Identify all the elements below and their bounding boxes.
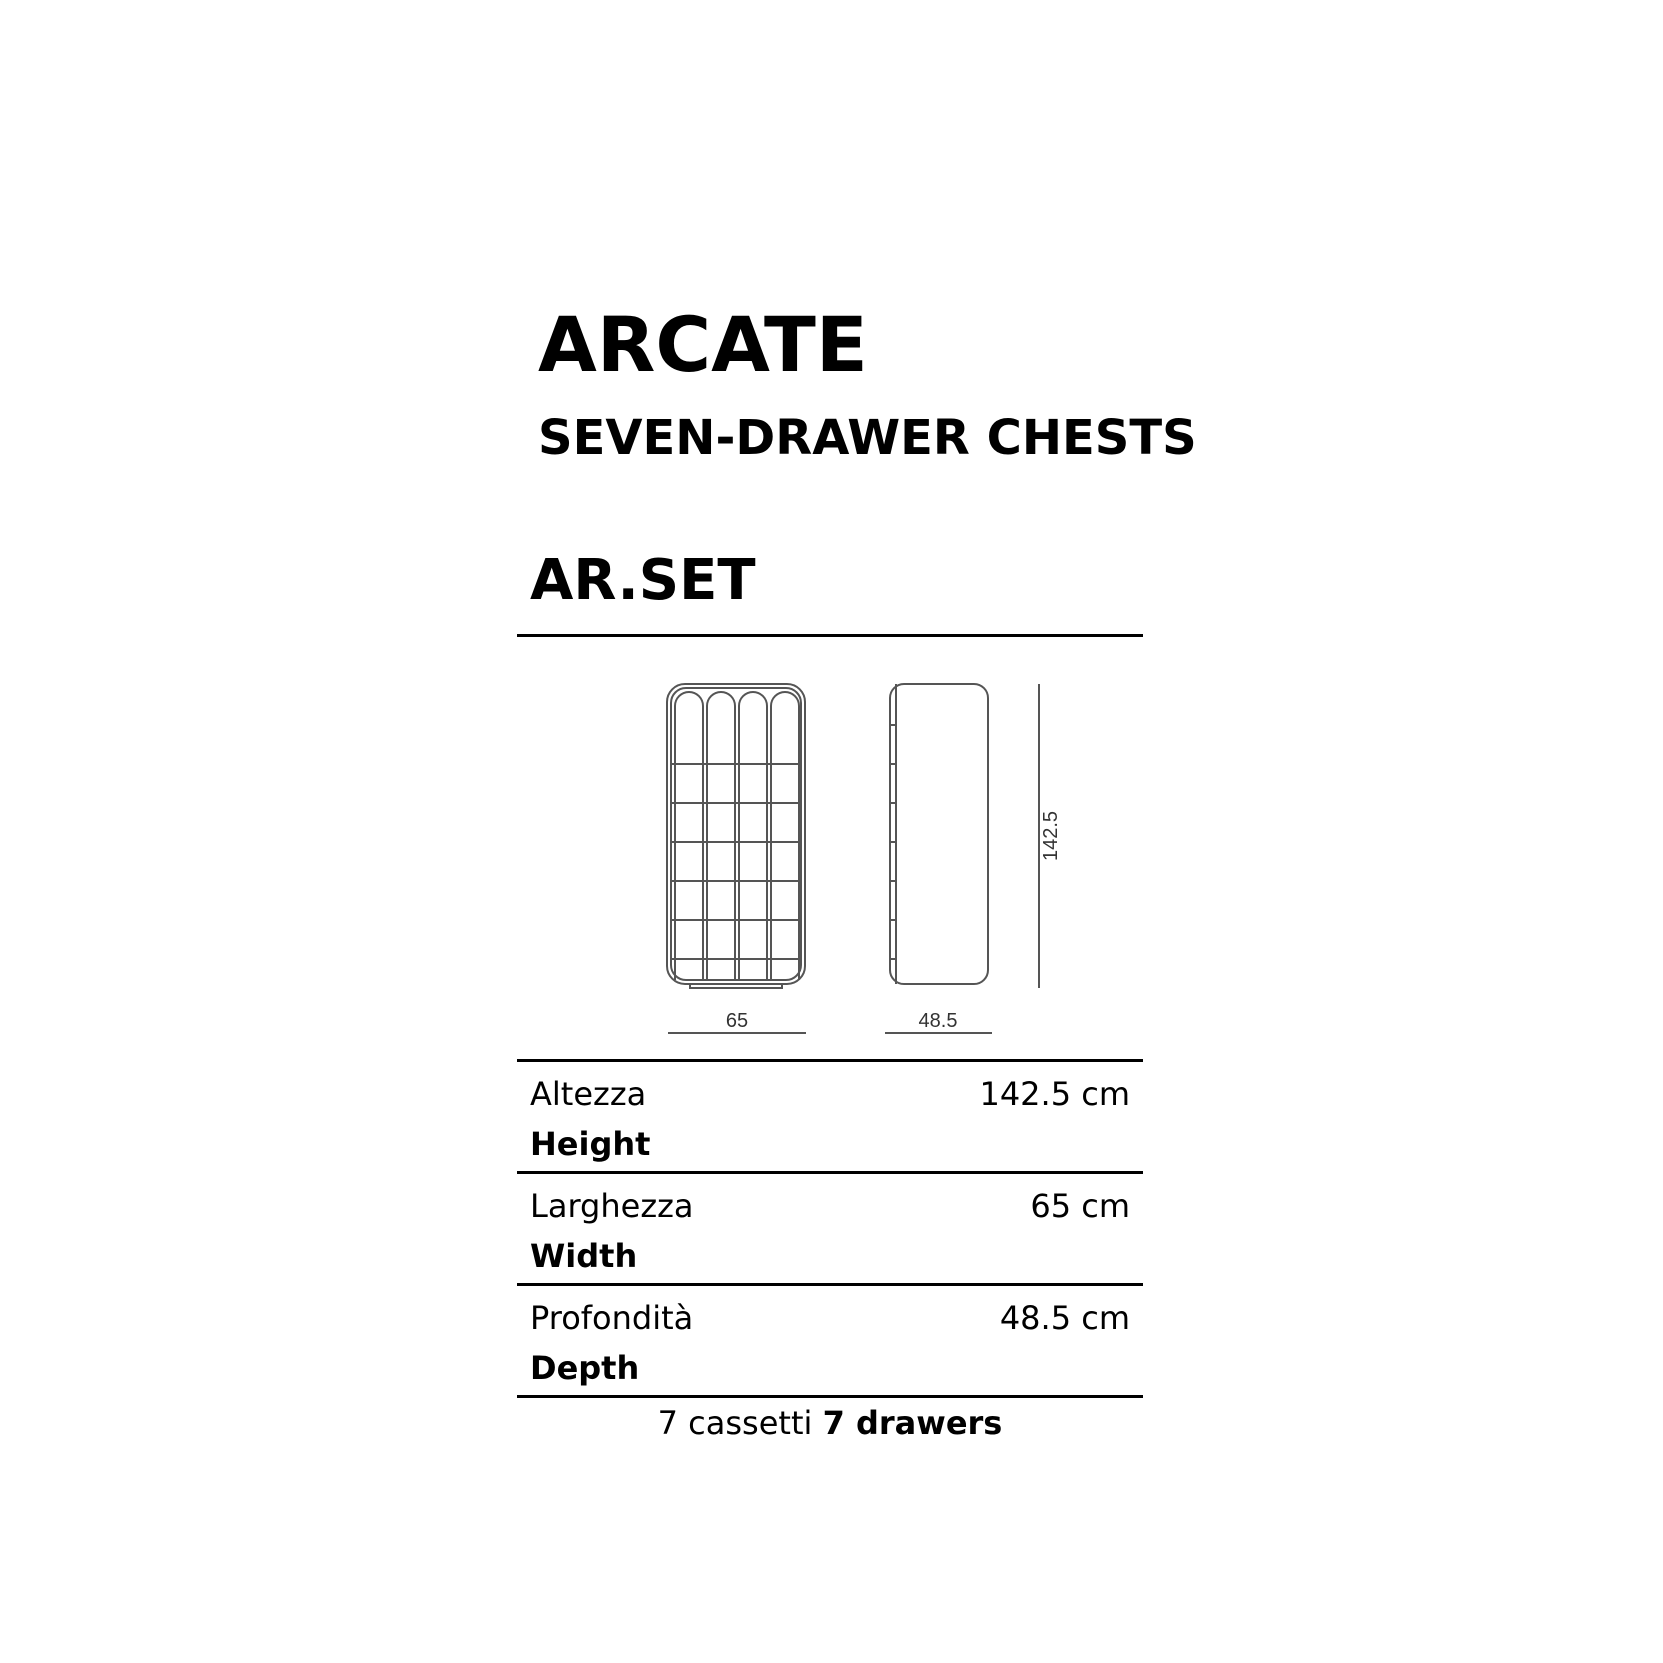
width-dimension-label: 65 xyxy=(725,1010,749,1032)
spec-label-it: Altezza xyxy=(530,1075,647,1113)
spec-row-height xyxy=(530,1062,1130,1172)
spec-value: 65 cm xyxy=(1030,1187,1130,1225)
drawer-count-en: 7 drawers xyxy=(822,1404,1003,1442)
spec-value: 142.5 cm xyxy=(979,1075,1130,1113)
spec-label-en: Width xyxy=(530,1237,638,1275)
technical-drawing xyxy=(640,670,1100,1050)
product-subtitle: SEVEN-DRAWER CHESTS xyxy=(538,410,1197,466)
side-view xyxy=(890,684,988,984)
spec-row-depth xyxy=(530,1286,1130,1396)
height-dimension-label: 142.5 xyxy=(1040,810,1062,862)
front-view xyxy=(667,684,805,988)
spec-label-en: Height xyxy=(530,1125,651,1163)
drawer-count xyxy=(517,1403,1143,1443)
spec-label-it: Larghezza xyxy=(530,1187,694,1225)
spec-value: 48.5 cm xyxy=(999,1299,1130,1337)
divider xyxy=(517,1395,1143,1398)
drawer-count-it: 7 cassetti xyxy=(657,1404,813,1442)
spec-label-it: Profondità xyxy=(530,1299,694,1337)
divider xyxy=(517,634,1143,637)
product-code: AR.SET xyxy=(530,548,756,613)
product-title: ARCATE xyxy=(538,300,868,389)
spec-row-width xyxy=(530,1174,1130,1284)
spec-label-en: Depth xyxy=(530,1349,640,1387)
depth-dimension-label: 48.5 xyxy=(918,1010,958,1032)
